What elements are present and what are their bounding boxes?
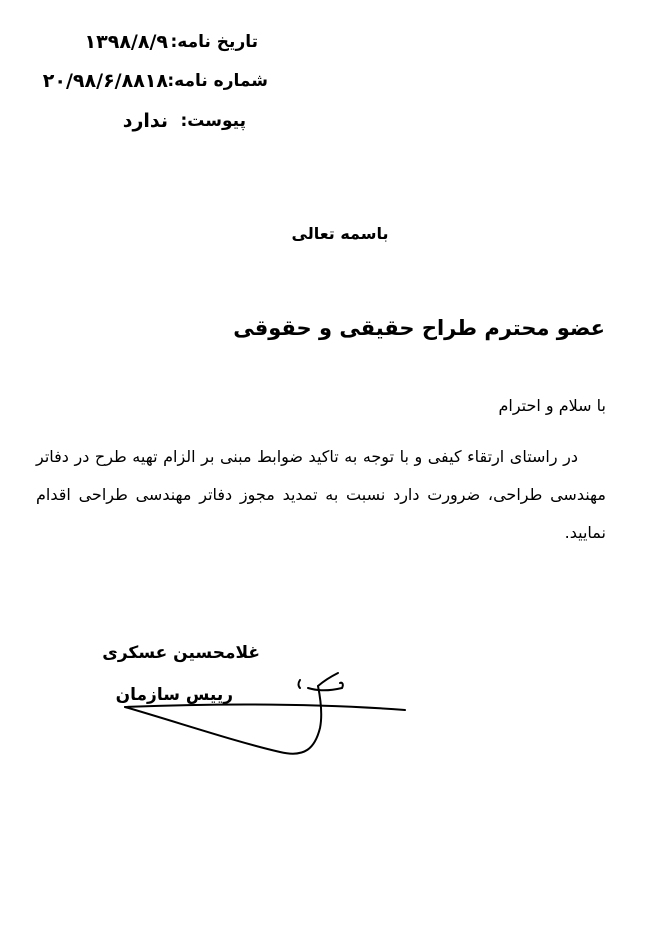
attachment-row — [40, 106, 246, 136]
handwritten-signature-icon — [115, 668, 420, 768]
letter-number-label: شماره نامه: — [167, 71, 268, 91]
salutation-heading: باسمه تعالی — [291, 224, 389, 243]
letter-date-label: تاریخ نامه: — [170, 32, 258, 52]
attachment-value: ندارد — [122, 110, 168, 132]
recipient-heading: عضو محترم طراح حقیقی و حقوقی — [233, 316, 605, 340]
letter-number-row — [20, 66, 268, 96]
attachment-label: پیوست: — [180, 111, 246, 131]
body-paragraph: در راستای ارتقاء کیفی و با توجه به تاکید ضوابط مبنی بر الزام تهیه طرح در دفاتر مهندسی طراحی، ضرورت دارد نسبت به تمدید مجوز دفاتر مهندسی طراحی اقدام نمایید. — [36, 447, 606, 542]
letter-date-row — [40, 27, 258, 57]
greeting-text: با سلام و احترام — [498, 396, 606, 415]
signatory-title: رییس سازمان — [115, 685, 233, 705]
letter-number-value: ۲۰/۹۸/۶/۸۸۱۸ — [42, 70, 168, 92]
signatory-name: غلامحسین عسکری — [102, 643, 260, 663]
letter-date-value: ۱۳۹۸/۸/۹ — [84, 31, 168, 53]
